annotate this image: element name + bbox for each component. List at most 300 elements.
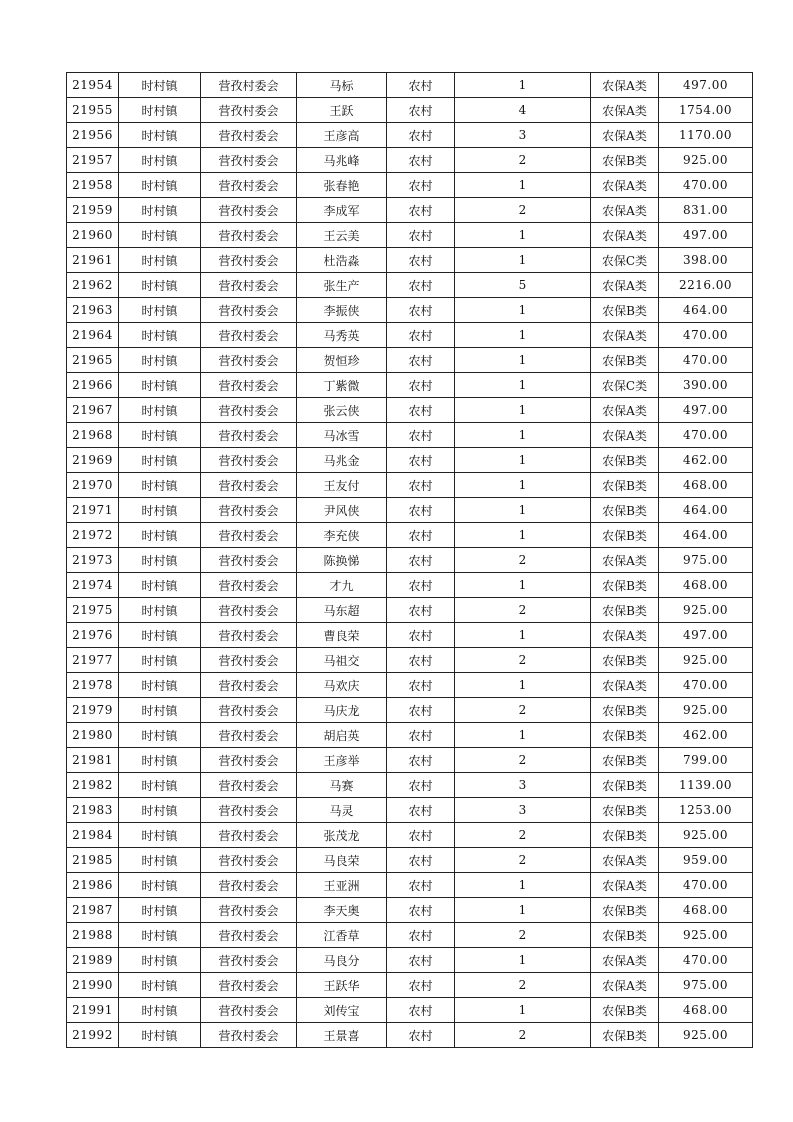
- village-committee-cell: 营孜村委会: [201, 498, 297, 523]
- household-count-cell: 2: [455, 548, 591, 573]
- village-committee-cell: 营孜村委会: [201, 948, 297, 973]
- village-committee-cell: 营孜村委会: [201, 1023, 297, 1048]
- household-count-cell: 1: [455, 498, 591, 523]
- area-type-cell: 农村: [387, 73, 455, 98]
- table-row: [67, 248, 753, 273]
- town-cell: 时村镇: [119, 598, 201, 623]
- category-cell: 农保A类: [591, 848, 659, 873]
- town-cell: 时村镇: [119, 498, 201, 523]
- village-committee-cell: 营孜村委会: [201, 598, 297, 623]
- record-id-cell: 21991: [67, 998, 119, 1023]
- village-committee-cell: 营孜村委会: [201, 698, 297, 723]
- record-id-cell: 21964: [67, 323, 119, 348]
- category-cell: 农保B类: [591, 498, 659, 523]
- area-type-cell: 农村: [387, 98, 455, 123]
- household-count-cell: 2: [455, 598, 591, 623]
- name-cell: 陈换悌: [297, 548, 387, 573]
- name-cell: 马冰雪: [297, 423, 387, 448]
- amount-cell: 462.00: [659, 723, 753, 748]
- category-cell: 农保A类: [591, 173, 659, 198]
- table-row: [67, 598, 753, 623]
- record-id-cell: 21974: [67, 573, 119, 598]
- area-type-cell: 农村: [387, 623, 455, 648]
- name-cell: 才九: [297, 573, 387, 598]
- category-cell: 农保A类: [591, 98, 659, 123]
- village-committee-cell: 营孜村委会: [201, 848, 297, 873]
- record-id-cell: 21985: [67, 848, 119, 873]
- category-cell: 农保B类: [591, 298, 659, 323]
- table-row: [67, 373, 753, 398]
- table-row: [67, 473, 753, 498]
- category-cell: 农保B类: [591, 473, 659, 498]
- name-cell: 马标: [297, 73, 387, 98]
- amount-cell: 975.00: [659, 548, 753, 573]
- amount-cell: 925.00: [659, 598, 753, 623]
- category-cell: 农保A类: [591, 423, 659, 448]
- category-cell: 农保B类: [591, 998, 659, 1023]
- record-id-cell: 21967: [67, 398, 119, 423]
- record-id-cell: 21970: [67, 473, 119, 498]
- area-type-cell: 农村: [387, 248, 455, 273]
- name-cell: 王友付: [297, 473, 387, 498]
- area-type-cell: 农村: [387, 398, 455, 423]
- household-count-cell: 4: [455, 98, 591, 123]
- household-count-cell: 3: [455, 123, 591, 148]
- amount-cell: 470.00: [659, 423, 753, 448]
- household-count-cell: 3: [455, 798, 591, 823]
- village-committee-cell: 营孜村委会: [201, 323, 297, 348]
- record-id-cell: 21960: [67, 223, 119, 248]
- area-type-cell: 农村: [387, 373, 455, 398]
- name-cell: 马秀英: [297, 323, 387, 348]
- household-count-cell: 1: [455, 73, 591, 98]
- town-cell: 时村镇: [119, 773, 201, 798]
- category-cell: 农保A类: [591, 398, 659, 423]
- village-committee-cell: 营孜村委会: [201, 923, 297, 948]
- village-committee-cell: 营孜村委会: [201, 548, 297, 573]
- table-row: [67, 98, 753, 123]
- town-cell: 时村镇: [119, 348, 201, 373]
- amount-cell: 497.00: [659, 223, 753, 248]
- household-count-cell: 1: [455, 898, 591, 923]
- name-cell: 张茂龙: [297, 823, 387, 848]
- household-count-cell: 2: [455, 148, 591, 173]
- name-cell: 曹良荣: [297, 623, 387, 648]
- town-cell: 时村镇: [119, 1023, 201, 1048]
- area-type-cell: 农村: [387, 898, 455, 923]
- village-committee-cell: 营孜村委会: [201, 423, 297, 448]
- household-count-cell: 1: [455, 448, 591, 473]
- table-row: [67, 223, 753, 248]
- amount-cell: 925.00: [659, 823, 753, 848]
- amount-cell: 468.00: [659, 898, 753, 923]
- record-id-cell: 21957: [67, 148, 119, 173]
- household-count-cell: 5: [455, 273, 591, 298]
- amount-cell: 497.00: [659, 398, 753, 423]
- household-count-cell: 2: [455, 198, 591, 223]
- area-type-cell: 农村: [387, 723, 455, 748]
- area-type-cell: 农村: [387, 1023, 455, 1048]
- household-count-cell: 2: [455, 648, 591, 673]
- area-type-cell: 农村: [387, 123, 455, 148]
- household-count-cell: 1: [455, 723, 591, 748]
- amount-cell: 925.00: [659, 923, 753, 948]
- town-cell: 时村镇: [119, 248, 201, 273]
- household-count-cell: 1: [455, 348, 591, 373]
- household-count-cell: 1: [455, 948, 591, 973]
- name-cell: 张生产: [297, 273, 387, 298]
- name-cell: 马欢庆: [297, 673, 387, 698]
- town-cell: 时村镇: [119, 448, 201, 473]
- amount-cell: 390.00: [659, 373, 753, 398]
- town-cell: 时村镇: [119, 898, 201, 923]
- town-cell: 时村镇: [119, 273, 201, 298]
- amount-cell: 464.00: [659, 298, 753, 323]
- amount-cell: 975.00: [659, 973, 753, 998]
- town-cell: 时村镇: [119, 848, 201, 873]
- area-type-cell: 农村: [387, 998, 455, 1023]
- town-cell: 时村镇: [119, 673, 201, 698]
- area-type-cell: 农村: [387, 448, 455, 473]
- area-type-cell: 农村: [387, 323, 455, 348]
- name-cell: 王亚洲: [297, 873, 387, 898]
- category-cell: 农保B类: [591, 823, 659, 848]
- name-cell: 李充侠: [297, 523, 387, 548]
- village-committee-cell: 营孜村委会: [201, 648, 297, 673]
- category-cell: 农保A类: [591, 548, 659, 573]
- amount-cell: 470.00: [659, 873, 753, 898]
- town-cell: 时村镇: [119, 648, 201, 673]
- area-type-cell: 农村: [387, 423, 455, 448]
- town-cell: 时村镇: [119, 398, 201, 423]
- household-count-cell: 2: [455, 823, 591, 848]
- amount-cell: 470.00: [659, 948, 753, 973]
- town-cell: 时村镇: [119, 523, 201, 548]
- record-id-cell: 21972: [67, 523, 119, 548]
- category-cell: 农保B类: [591, 923, 659, 948]
- village-committee-cell: 营孜村委会: [201, 148, 297, 173]
- town-cell: 时村镇: [119, 323, 201, 348]
- household-count-cell: 2: [455, 1023, 591, 1048]
- record-id-cell: 21981: [67, 748, 119, 773]
- town-cell: 时村镇: [119, 873, 201, 898]
- record-id-cell: 21973: [67, 548, 119, 573]
- table-row: [67, 948, 753, 973]
- area-type-cell: 农村: [387, 598, 455, 623]
- name-cell: 李振侠: [297, 298, 387, 323]
- town-cell: 时村镇: [119, 723, 201, 748]
- household-count-cell: 1: [455, 573, 591, 598]
- table-row: [67, 573, 753, 598]
- record-id-cell: 21958: [67, 173, 119, 198]
- amount-cell: 468.00: [659, 998, 753, 1023]
- name-cell: 张春艳: [297, 173, 387, 198]
- town-cell: 时村镇: [119, 223, 201, 248]
- category-cell: 农保B类: [591, 448, 659, 473]
- village-committee-cell: 营孜村委会: [201, 223, 297, 248]
- area-type-cell: 农村: [387, 273, 455, 298]
- table-row: [67, 423, 753, 448]
- category-cell: 农保A类: [591, 123, 659, 148]
- amount-cell: 398.00: [659, 248, 753, 273]
- village-committee-cell: 营孜村委会: [201, 523, 297, 548]
- name-cell: 丁紫微: [297, 373, 387, 398]
- area-type-cell: 农村: [387, 748, 455, 773]
- table-row: [67, 323, 753, 348]
- village-committee-cell: 营孜村委会: [201, 273, 297, 298]
- area-type-cell: 农村: [387, 298, 455, 323]
- record-id-cell: 21976: [67, 623, 119, 648]
- record-id-cell: 21992: [67, 1023, 119, 1048]
- table-row: [67, 648, 753, 673]
- category-cell: 农保A类: [591, 223, 659, 248]
- village-committee-cell: 营孜村委会: [201, 473, 297, 498]
- area-type-cell: 农村: [387, 223, 455, 248]
- table-row: [67, 273, 753, 298]
- amount-cell: 1170.00: [659, 123, 753, 148]
- amount-cell: 959.00: [659, 848, 753, 873]
- record-id-cell: 21988: [67, 923, 119, 948]
- town-cell: 时村镇: [119, 473, 201, 498]
- town-cell: 时村镇: [119, 73, 201, 98]
- town-cell: 时村镇: [119, 698, 201, 723]
- area-type-cell: 农村: [387, 973, 455, 998]
- area-type-cell: 农村: [387, 648, 455, 673]
- area-type-cell: 农村: [387, 573, 455, 598]
- table-row: [67, 673, 753, 698]
- area-type-cell: 农村: [387, 148, 455, 173]
- household-count-cell: 1: [455, 473, 591, 498]
- category-cell: 农保B类: [591, 698, 659, 723]
- household-count-cell: 1: [455, 673, 591, 698]
- table-row: [67, 448, 753, 473]
- table-row: [67, 123, 753, 148]
- record-id-cell: 21963: [67, 298, 119, 323]
- table-row: [67, 498, 753, 523]
- household-count-cell: 2: [455, 973, 591, 998]
- amount-cell: 464.00: [659, 523, 753, 548]
- name-cell: 李天奥: [297, 898, 387, 923]
- village-committee-cell: 营孜村委会: [201, 123, 297, 148]
- village-committee-cell: 营孜村委会: [201, 623, 297, 648]
- town-cell: 时村镇: [119, 198, 201, 223]
- category-cell: 农保B类: [591, 523, 659, 548]
- amount-cell: 831.00: [659, 198, 753, 223]
- name-cell: 江香草: [297, 923, 387, 948]
- table-row: [67, 348, 753, 373]
- village-committee-cell: 营孜村委会: [201, 898, 297, 923]
- category-cell: 农保A类: [591, 73, 659, 98]
- area-type-cell: 农村: [387, 498, 455, 523]
- household-count-cell: 3: [455, 773, 591, 798]
- area-type-cell: 农村: [387, 698, 455, 723]
- village-committee-cell: 营孜村委会: [201, 73, 297, 98]
- household-count-cell: 1: [455, 373, 591, 398]
- table-row: [67, 298, 753, 323]
- table-row: [67, 173, 753, 198]
- village-committee-cell: 营孜村委会: [201, 173, 297, 198]
- allowance-table: [66, 72, 753, 1048]
- category-cell: 农保A类: [591, 973, 659, 998]
- amount-cell: 470.00: [659, 323, 753, 348]
- area-type-cell: 农村: [387, 173, 455, 198]
- village-committee-cell: 营孜村委会: [201, 448, 297, 473]
- household-count-cell: 1: [455, 173, 591, 198]
- household-count-cell: 1: [455, 623, 591, 648]
- record-id-cell: 21962: [67, 273, 119, 298]
- household-count-cell: 1: [455, 398, 591, 423]
- name-cell: 王彦举: [297, 748, 387, 773]
- household-count-cell: 2: [455, 748, 591, 773]
- category-cell: 农保B类: [591, 598, 659, 623]
- village-committee-cell: 营孜村委会: [201, 823, 297, 848]
- household-count-cell: 1: [455, 323, 591, 348]
- name-cell: 李成军: [297, 198, 387, 223]
- name-cell: 张云侠: [297, 398, 387, 423]
- name-cell: 马庆龙: [297, 698, 387, 723]
- household-count-cell: 1: [455, 223, 591, 248]
- record-id-cell: 21969: [67, 448, 119, 473]
- town-cell: 时村镇: [119, 173, 201, 198]
- table-body: [67, 73, 753, 1048]
- name-cell: 马东超: [297, 598, 387, 623]
- household-count-cell: 1: [455, 998, 591, 1023]
- table-row: [67, 848, 753, 873]
- household-count-cell: 2: [455, 848, 591, 873]
- record-id-cell: 21959: [67, 198, 119, 223]
- area-type-cell: 农村: [387, 948, 455, 973]
- table-row: [67, 698, 753, 723]
- name-cell: 马兆金: [297, 448, 387, 473]
- village-committee-cell: 营孜村委会: [201, 773, 297, 798]
- record-id-cell: 21980: [67, 723, 119, 748]
- household-count-cell: 1: [455, 523, 591, 548]
- town-cell: 时村镇: [119, 298, 201, 323]
- amount-cell: 462.00: [659, 448, 753, 473]
- name-cell: 胡启英: [297, 723, 387, 748]
- town-cell: 时村镇: [119, 923, 201, 948]
- amount-cell: 470.00: [659, 348, 753, 373]
- village-committee-cell: 营孜村委会: [201, 573, 297, 598]
- name-cell: 王跃华: [297, 973, 387, 998]
- town-cell: 时村镇: [119, 423, 201, 448]
- area-type-cell: 农村: [387, 773, 455, 798]
- amount-cell: 1139.00: [659, 773, 753, 798]
- table-row: [67, 148, 753, 173]
- village-committee-cell: 营孜村委会: [201, 723, 297, 748]
- village-committee-cell: 营孜村委会: [201, 973, 297, 998]
- amount-cell: 468.00: [659, 473, 753, 498]
- town-cell: 时村镇: [119, 123, 201, 148]
- town-cell: 时村镇: [119, 148, 201, 173]
- village-committee-cell: 营孜村委会: [201, 998, 297, 1023]
- area-type-cell: 农村: [387, 923, 455, 948]
- table-row: [67, 873, 753, 898]
- village-committee-cell: 营孜村委会: [201, 298, 297, 323]
- area-type-cell: 农村: [387, 673, 455, 698]
- town-cell: 时村镇: [119, 573, 201, 598]
- category-cell: 农保B类: [591, 1023, 659, 1048]
- area-type-cell: 农村: [387, 873, 455, 898]
- town-cell: 时村镇: [119, 623, 201, 648]
- record-id-cell: 21978: [67, 673, 119, 698]
- category-cell: 农保B类: [591, 573, 659, 598]
- amount-cell: 464.00: [659, 498, 753, 523]
- name-cell: 马灵: [297, 798, 387, 823]
- area-type-cell: 农村: [387, 523, 455, 548]
- category-cell: 农保C类: [591, 248, 659, 273]
- village-committee-cell: 营孜村委会: [201, 98, 297, 123]
- household-count-cell: 2: [455, 698, 591, 723]
- category-cell: 农保B类: [591, 348, 659, 373]
- amount-cell: 925.00: [659, 1023, 753, 1048]
- record-id-cell: 21955: [67, 98, 119, 123]
- table-row: [67, 798, 753, 823]
- village-committee-cell: 营孜村委会: [201, 398, 297, 423]
- table-row: [67, 1023, 753, 1048]
- record-id-cell: 21990: [67, 973, 119, 998]
- town-cell: 时村镇: [119, 948, 201, 973]
- record-id-cell: 21954: [67, 73, 119, 98]
- name-cell: 马良荣: [297, 848, 387, 873]
- town-cell: 时村镇: [119, 798, 201, 823]
- table-row: [67, 773, 753, 798]
- record-id-cell: 21961: [67, 248, 119, 273]
- town-cell: 时村镇: [119, 373, 201, 398]
- village-committee-cell: 营孜村委会: [201, 198, 297, 223]
- record-id-cell: 21966: [67, 373, 119, 398]
- name-cell: 贺恒珍: [297, 348, 387, 373]
- table-row: [67, 748, 753, 773]
- name-cell: 马兆峰: [297, 148, 387, 173]
- name-cell: 马祖交: [297, 648, 387, 673]
- name-cell: 尹风侠: [297, 498, 387, 523]
- amount-cell: 470.00: [659, 673, 753, 698]
- category-cell: 农保A类: [591, 273, 659, 298]
- amount-cell: 497.00: [659, 623, 753, 648]
- table-row: [67, 73, 753, 98]
- category-cell: 农保B类: [591, 898, 659, 923]
- category-cell: 农保A类: [591, 623, 659, 648]
- category-cell: 农保A类: [591, 673, 659, 698]
- household-count-cell: 1: [455, 423, 591, 448]
- table-row: [67, 723, 753, 748]
- town-cell: 时村镇: [119, 748, 201, 773]
- category-cell: 农保A类: [591, 198, 659, 223]
- amount-cell: 468.00: [659, 573, 753, 598]
- record-id-cell: 21979: [67, 698, 119, 723]
- record-id-cell: 21977: [67, 648, 119, 673]
- amount-cell: 925.00: [659, 148, 753, 173]
- village-committee-cell: 营孜村委会: [201, 348, 297, 373]
- table-row: [67, 823, 753, 848]
- town-cell: 时村镇: [119, 973, 201, 998]
- town-cell: 时村镇: [119, 823, 201, 848]
- village-committee-cell: 营孜村委会: [201, 748, 297, 773]
- category-cell: 农保B类: [591, 148, 659, 173]
- category-cell: 农保B类: [591, 773, 659, 798]
- table-row: [67, 523, 753, 548]
- table-row: [67, 973, 753, 998]
- record-id-cell: 21968: [67, 423, 119, 448]
- amount-cell: 470.00: [659, 173, 753, 198]
- area-type-cell: 农村: [387, 473, 455, 498]
- household-count-cell: 1: [455, 248, 591, 273]
- area-type-cell: 农村: [387, 823, 455, 848]
- table-row: [67, 398, 753, 423]
- table-row: [67, 998, 753, 1023]
- table-row: [67, 623, 753, 648]
